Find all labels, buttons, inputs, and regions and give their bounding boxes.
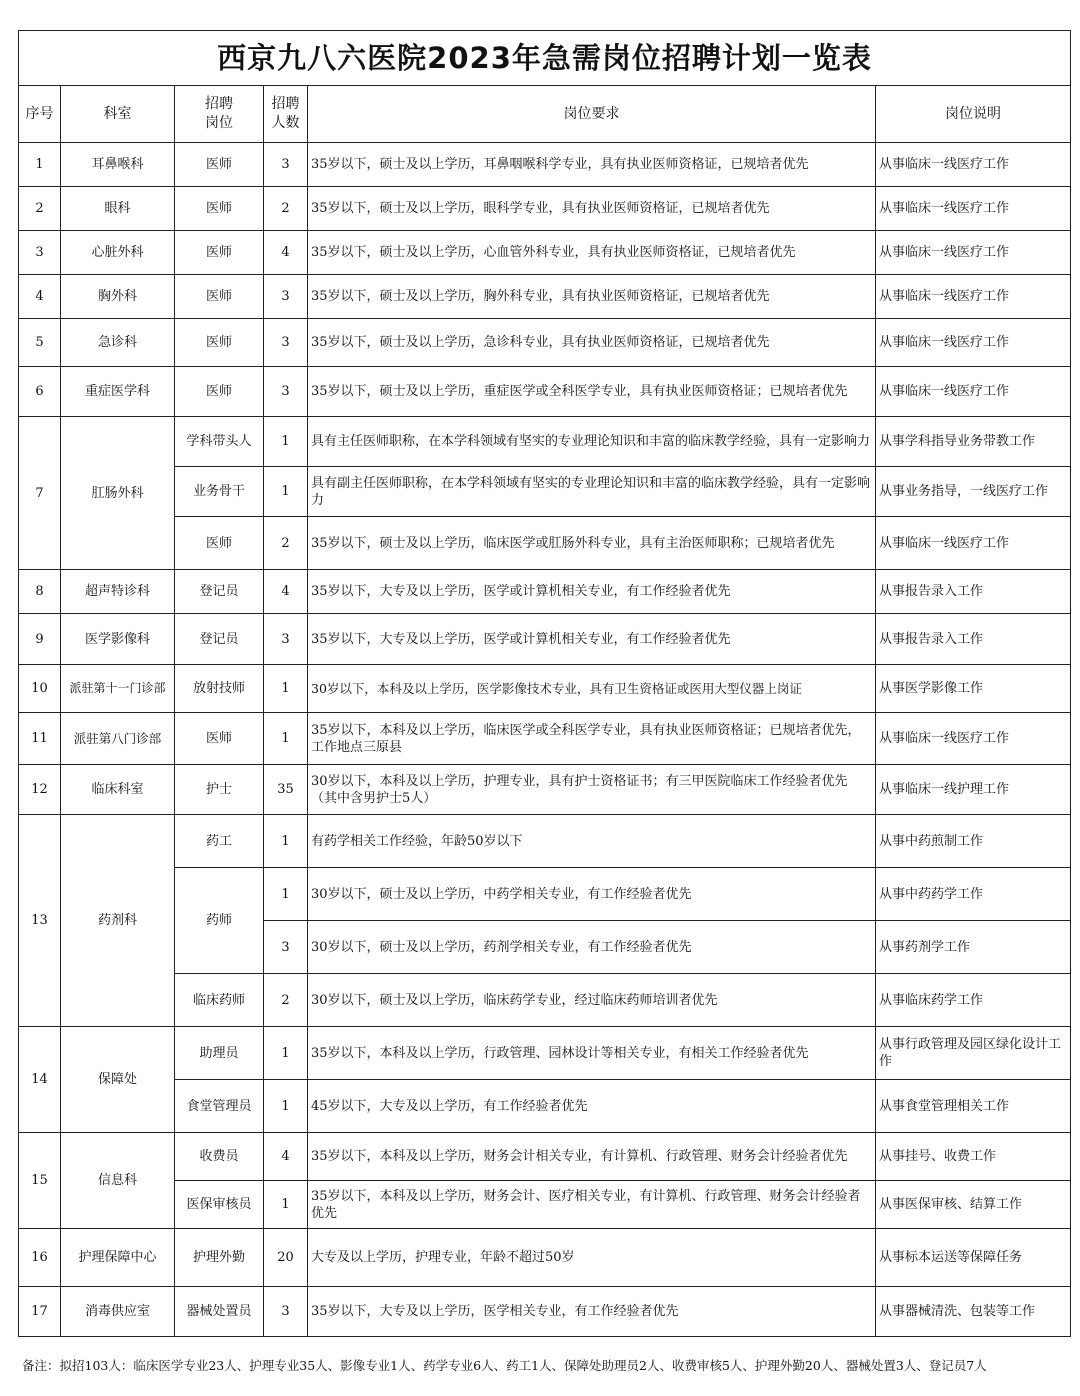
position-cell: 医师 [175,517,264,570]
count-cell: 1 [264,713,308,765]
requirement-cell: 35岁以下，硕士及以上学历，眼科学专业，具有执业医师资格证，已规培者优先 [308,187,876,231]
description-cell: 从事临床药学工作 [876,974,1071,1027]
count-cell: 2 [264,974,308,1027]
table-row [19,1229,1071,1287]
position-cell: 食堂管理员 [175,1080,264,1133]
footnote: 备注：拟招103人：临床医学专业23人、护理专业35人、影像专业1人、药学专业6人、药工1人、保障处助理员2人、收费审核5人、护理外勤20人、器械处置3人、登记员7人 [22,1358,987,1373]
seq-cell: 3 [19,231,61,275]
recruitment-table [18,30,1071,1337]
table-row [19,614,1071,665]
description-cell: 从事医学影像工作 [876,665,1071,713]
position-cell: 助理员 [175,1027,264,1080]
description-cell: 从事中药药学工作 [876,868,1071,921]
table-row [19,1027,1071,1080]
table-row [19,974,1071,1027]
seq-cell: 7 [19,417,61,570]
seq-cell: 8 [19,570,61,614]
position-cell: 登记员 [175,614,264,665]
count-cell: 1 [264,665,308,713]
description-cell: 从事临床一线医疗工作 [876,187,1071,231]
position-cell: 医师 [175,187,264,231]
table-row [19,665,1071,713]
requirement-cell: 30岁以下，本科及以上学历，护理专业，具有护士资格证书；有三甲医院临床工作经验者优先（其中含男护士5人） [308,765,876,815]
dept-cell: 药剂科 [61,815,175,1027]
table-row [19,143,1071,187]
description-cell: 从事器械清洗、包装等工作 [876,1287,1071,1337]
table-row [19,275,1071,319]
requirement-cell: 35岁以下，本科及以上学历，临床医学或全科医学专业，具有执业医师资格证；已规培者优先，工作地点三原县 [308,713,876,765]
requirement-cell: 35岁以下，硕士及以上学历，胸外科专业，具有执业医师资格证，已规培者优先 [308,275,876,319]
position-cell: 放射技师 [175,665,264,713]
count-cell: 1 [264,815,308,868]
count-cell: 3 [264,367,308,417]
count-cell: 3 [264,614,308,665]
seq-cell: 6 [19,367,61,417]
header-requirement: 岗位要求 [308,86,876,143]
seq-cell: 5 [19,319,61,367]
header-description: 岗位说明 [876,86,1071,143]
position-cell: 医师 [175,275,264,319]
requirement-cell: 35岁以下，大专及以上学历，医学相关专业，有工作经验者优先 [308,1287,876,1337]
position-cell: 医师 [175,143,264,187]
seq-cell: 17 [19,1287,61,1337]
requirement-cell: 具有副主任医师职称，在本学科领域有坚实的专业理论知识和丰富的临床教学经验，具有一定影响力 [308,467,876,517]
requirement-cell: 45岁以下，大专及以上学历，有工作经验者优先 [308,1080,876,1133]
seq-cell: 14 [19,1027,61,1133]
position-cell: 医保审核员 [175,1181,264,1229]
header-position: 招聘 岗位 [175,86,264,143]
dept-cell: 医学影像科 [61,614,175,665]
seq-cell: 4 [19,275,61,319]
requirement-cell: 具有主任医师职称，在本学科领域有坚实的专业理论知识和丰富的临床教学经验，具有一定影响力 [308,417,876,467]
description-cell: 从事临床一线医疗工作 [876,231,1071,275]
count-cell: 1 [264,1181,308,1229]
position-cell: 医师 [175,231,264,275]
table-title: 西京九八六医院2023年急需岗位招聘计划一览表 [19,31,1071,86]
description-cell: 从事医保审核、结算工作 [876,1181,1071,1229]
table-row [19,467,1071,517]
count-cell: 1 [264,1027,308,1080]
seq-cell: 9 [19,614,61,665]
dept-cell: 消毒供应室 [61,1287,175,1337]
seq-cell: 13 [19,815,61,1027]
requirement-cell: 35岁以下，本科及以上学历，财务会计相关专业，有计算机、行政管理、财务会计经验者优先 [308,1133,876,1181]
requirement-cell: 30岁以下，硕士及以上学历，药剂学相关专业，有工作经验者优先 [308,921,876,974]
description-cell: 从事中药煎制工作 [876,815,1071,868]
table-row [19,1181,1071,1229]
table-row [19,417,1071,467]
table-row [19,570,1071,614]
dept-cell: 派驻第十一门诊部 [61,665,175,713]
table-row [19,187,1071,231]
requirement-cell: 大专及以上学历，护理专业，年龄不超过50岁 [308,1229,876,1287]
count-cell: 3 [264,1287,308,1337]
requirement-cell: 35岁以下，本科及以上学历，行政管理、园林设计等相关专业，有相关工作经验者优先 [308,1027,876,1080]
requirement-cell: 35岁以下，硕士及以上学历，耳鼻咽喉科学专业，具有执业医师资格证，已规培者优先 [308,143,876,187]
requirement-cell: 35岁以下，大专及以上学历，医学或计算机相关专业，有工作经验者优先 [308,570,876,614]
requirement-cell: 35岁以下，硕士及以上学历，临床医学或肛肠外科专业，具有主治医师职称；已规培者优先 [308,517,876,570]
count-cell: 2 [264,187,308,231]
dept-cell: 重症医学科 [61,367,175,417]
table-row [19,713,1071,765]
requirement-cell: 30岁以下，硕士及以上学历，中药学相关专业，有工作经验者优先 [308,868,876,921]
count-cell: 35 [264,765,308,815]
table-row [19,319,1071,367]
requirement-cell: 35岁以下，大专及以上学历，医学或计算机相关专业，有工作经验者优先 [308,614,876,665]
table-row [19,1287,1071,1337]
table-row [19,815,1071,868]
position-cell: 业务骨干 [175,467,264,517]
description-cell: 从事临床一线医疗工作 [876,143,1071,187]
dept-cell: 保障处 [61,1027,175,1133]
position-cell: 护理外勤 [175,1229,264,1287]
count-cell: 3 [264,275,308,319]
seq-cell: 11 [19,713,61,765]
header-dept: 科室 [61,86,175,143]
position-cell: 药师 [175,868,264,974]
count-cell: 4 [264,1133,308,1181]
requirement-cell: 35岁以下，本科及以上学历，财务会计、医疗相关专业，有计算机、行政管理、财务会计经验者优先 [308,1181,876,1229]
dept-cell: 胸外科 [61,275,175,319]
dept-cell: 心脏外科 [61,231,175,275]
position-cell: 临床药师 [175,974,264,1027]
description-cell: 从事挂号、收费工作 [876,1133,1071,1181]
position-cell: 学科带头人 [175,417,264,467]
dept-cell: 信息科 [61,1133,175,1229]
dept-cell: 肛肠外科 [61,417,175,570]
description-cell: 从事学科指导业务带教工作 [876,417,1071,467]
dept-cell: 眼科 [61,187,175,231]
position-cell: 登记员 [175,570,264,614]
requirement-cell: 35岁以下，硕士及以上学历，重症医学或全科医学专业，具有执业医师资格证；已规培者优先 [308,367,876,417]
header-row [19,86,1071,143]
requirement-cell: 35岁以下，硕士及以上学历，急诊科专业，具有执业医师资格证，已规培者优先 [308,319,876,367]
dept-cell: 耳鼻喉科 [61,143,175,187]
seq-cell: 2 [19,187,61,231]
count-cell: 3 [264,921,308,974]
description-cell: 从事临床一线医疗工作 [876,713,1071,765]
position-cell: 医师 [175,319,264,367]
requirement-cell: 30岁以下，硕士及以上学历，临床药学专业，经过临床药师培训者优先 [308,974,876,1027]
description-cell: 从事行政管理及园区绿化设计工作 [876,1027,1071,1080]
description-cell: 从事临床一线医疗工作 [876,319,1071,367]
count-cell: 4 [264,231,308,275]
description-cell: 从事临床一线医疗工作 [876,275,1071,319]
dept-cell: 派驻第八门诊部 [61,713,175,765]
table-row [19,868,1071,921]
table-row [19,765,1071,815]
dept-cell: 护理保障中心 [61,1229,175,1287]
position-cell: 护士 [175,765,264,815]
description-cell: 从事业务指导，一线医疗工作 [876,467,1071,517]
description-cell: 从事食堂管理相关工作 [876,1080,1071,1133]
count-cell: 4 [264,570,308,614]
seq-cell: 15 [19,1133,61,1229]
description-cell: 从事临床一线医疗工作 [876,367,1071,417]
dept-cell: 急诊科 [61,319,175,367]
dept-cell: 临床科室 [61,765,175,815]
count-cell: 1 [264,868,308,921]
description-cell: 从事临床一线护理工作 [876,765,1071,815]
seq-cell: 10 [19,665,61,713]
count-cell: 20 [264,1229,308,1287]
requirement-cell: 35岁以下，硕士及以上学历，心血管外科专业，具有执业医师资格证，已规培者优先 [308,231,876,275]
position-cell: 医师 [175,713,264,765]
position-cell: 器械处置员 [175,1287,264,1337]
count-cell: 1 [264,1080,308,1133]
count-cell: 3 [264,319,308,367]
description-cell: 从事临床一线医疗工作 [876,517,1071,570]
table-row [19,1080,1071,1133]
position-cell: 医师 [175,367,264,417]
seq-cell: 12 [19,765,61,815]
description-cell: 从事标本运送等保障任务 [876,1229,1071,1287]
requirement-cell: 30岁以下，本科及以上学历，医学影像技术专业，具有卫生资格证或医用大型仪器上岗证 [308,665,876,713]
seq-cell: 16 [19,1229,61,1287]
count-cell: 1 [264,417,308,467]
table-row [19,1133,1071,1181]
dept-cell: 超声特诊科 [61,570,175,614]
requirement-cell: 有药学相关工作经验，年龄50岁以下 [308,815,876,868]
position-cell: 药工 [175,815,264,868]
count-cell: 1 [264,467,308,517]
table-row [19,231,1071,275]
position-cell: 收费员 [175,1133,264,1181]
count-cell: 3 [264,143,308,187]
description-cell: 从事报告录入工作 [876,614,1071,665]
table-row [19,517,1071,570]
seq-cell: 1 [19,143,61,187]
header-count: 招聘 人数 [264,86,308,143]
header-seq: 序号 [19,86,61,143]
count-cell: 2 [264,517,308,570]
description-cell: 从事报告录入工作 [876,570,1071,614]
table-row [19,367,1071,417]
description-cell: 从事药剂学工作 [876,921,1071,974]
recruitment-table-page [18,30,1070,1337]
